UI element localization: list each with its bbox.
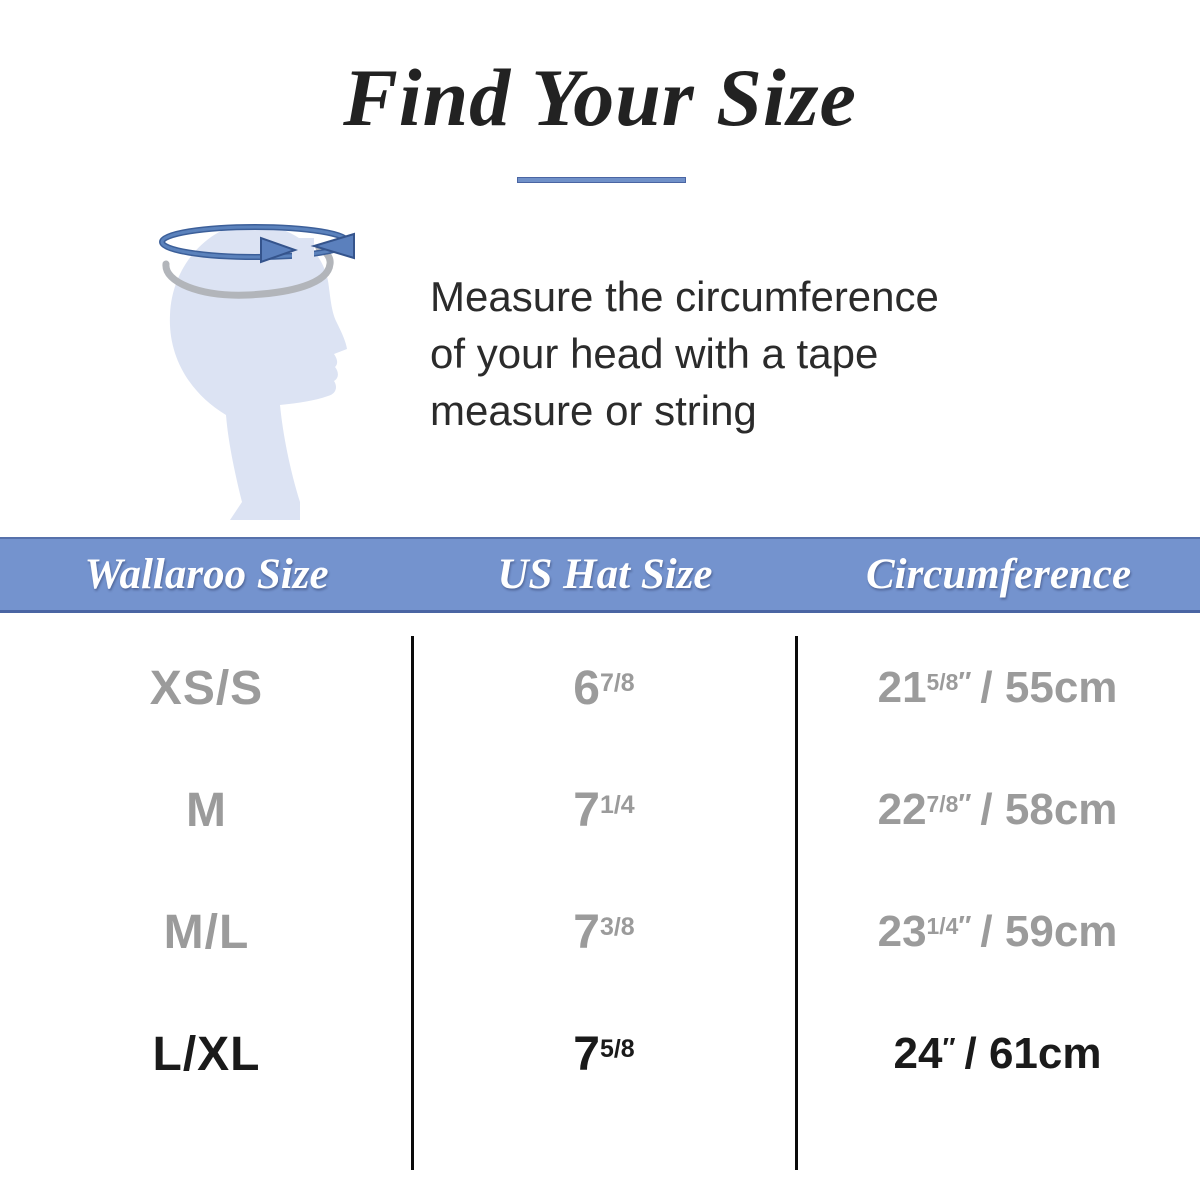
measure-instruction-text bbox=[430, 268, 1030, 439]
inch-mark: ″ bbox=[958, 787, 972, 819]
table-header-row bbox=[0, 537, 1200, 613]
circumference-fraction: 1/4 bbox=[926, 913, 959, 940]
circumference-value: $21^{5/8''} / 55cm$ bbox=[877, 663, 1118, 712]
inch-mark: ″ bbox=[958, 909, 972, 941]
wallaroo-size-value: M bbox=[186, 783, 227, 837]
table-row-ml bbox=[0, 871, 1200, 993]
instruction-line: measure or string bbox=[430, 387, 757, 434]
wallaroo-size-value: M/L bbox=[163, 905, 250, 959]
page-title: Find Your Size bbox=[343, 52, 857, 143]
inch-mark: ″ bbox=[958, 665, 972, 697]
table-row-xss bbox=[0, 627, 1200, 749]
circumference-value: $23^{1/4''} / 59cm$ bbox=[877, 907, 1118, 956]
header-circumference: Circumference bbox=[865, 551, 1132, 598]
instruction-line: of your head with a tape bbox=[430, 330, 879, 377]
circumference-fraction: 5/8 bbox=[926, 669, 959, 696]
table-row-lxl-highlighted bbox=[0, 993, 1200, 1115]
us-hat-size-value: $7^{1/4}$ bbox=[573, 783, 635, 837]
head-silhouette bbox=[170, 224, 347, 520]
hat-size-fraction: 5/8 bbox=[600, 1034, 635, 1063]
instruction-line: Measure the circumference bbox=[430, 273, 939, 320]
table-row-m bbox=[0, 749, 1200, 871]
circumference-value: 24″ / 61cm bbox=[893, 1029, 1102, 1078]
us-hat-size-value: $6^{7/8}$ bbox=[573, 661, 635, 715]
header-us-hat-size: US Hat Size bbox=[497, 551, 713, 598]
inch-mark: ″ bbox=[942, 1031, 956, 1063]
wallaroo-size-value: XS/S bbox=[149, 661, 264, 715]
hat-size-fraction: 1/4 bbox=[600, 790, 635, 819]
hat-size-fraction: 7/8 bbox=[600, 668, 635, 697]
head-measurement-illustration bbox=[130, 200, 430, 520]
us-hat-size-value: $7^{3/8}$ bbox=[573, 905, 635, 959]
circumference-fraction: 7/8 bbox=[926, 791, 959, 818]
title-underline bbox=[517, 177, 686, 183]
wallaroo-size-value: L/XL bbox=[152, 1027, 261, 1081]
size-table-body bbox=[0, 627, 1200, 1115]
circumference-value: $22^{7/8''} / 58cm$ bbox=[877, 785, 1118, 834]
hat-size-fraction: 3/8 bbox=[600, 912, 635, 941]
us-hat-size-value: $7^{5/8}$ bbox=[573, 1027, 635, 1081]
header-wallaroo-size: Wallaroo Size bbox=[84, 551, 329, 598]
